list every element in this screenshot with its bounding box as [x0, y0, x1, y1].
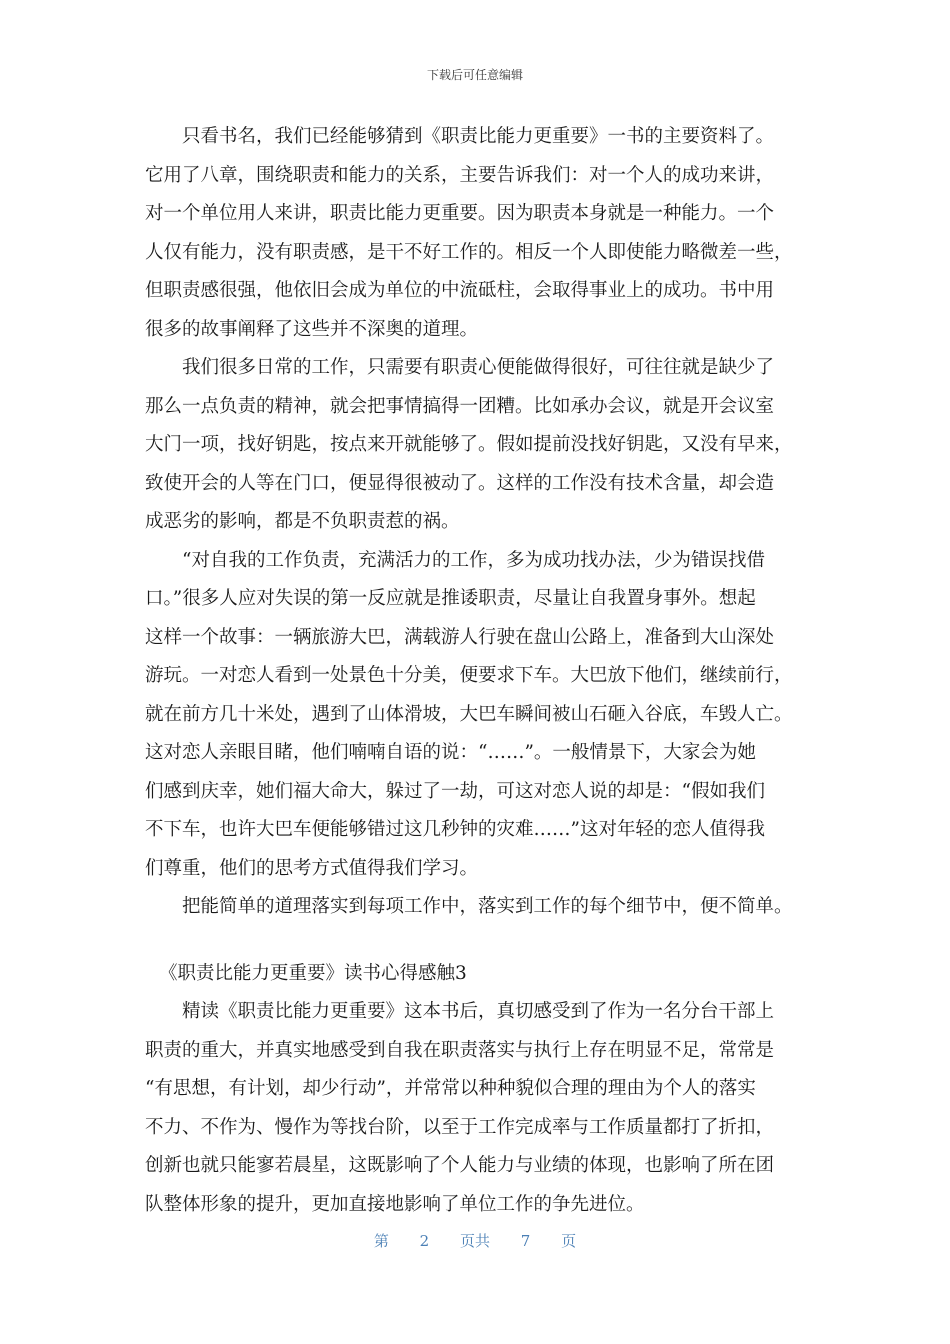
current-page-number: 2 [419, 1232, 430, 1250]
paragraph-3 [145, 542, 815, 889]
text-line: 们感到庆幸，她们福大命大，躲过了一劫，可这对恋人说的却是：“假如我们 [145, 780, 765, 802]
text-line: 精读《职责比能力更重要》这本书后，真切感受到了作为一名分台干部上 [182, 1001, 775, 1022]
text-line: 它用了八章，围绕职责和能力的关系，主要告诉我们：对一个人的成功来讲， [145, 164, 775, 186]
text-line: 创新也就只能寥若晨星，这既影响了个人能力与业绩的体现，也影响了所在团 [145, 1155, 775, 1176]
text-line: 致使开会的人等在门口，便显得很被动了。这样的工作没有技术含量，却会造 [145, 472, 775, 494]
text-line: 人仅有能力，没有职责感，是干不好工作的。相反一个人即使能力略微差一些， [145, 241, 793, 263]
text-line: 口。”很多人应对失误的第一反应就是推诿职责，尽量让自我置身事外。想起 [145, 588, 756, 609]
text-line: 这样一个故事：一辆旅游大巴，满载游人行驶在盘山公路上，准备到大山深处 [145, 626, 775, 648]
text-line: 那么一点负责的精神，就会把事情搞得一团糟。比如承办会议，就是开会议室 [145, 395, 775, 417]
text-line: 们尊重，他们的思考方式值得我们学习。 [145, 857, 479, 879]
footer-prefix: 第 [373, 1232, 389, 1250]
text-line: 不下车，也许大巴车便能够错过这几秒钟的灾难……”这对年轻的恋人值得我 [145, 819, 765, 840]
text-line: 大门一项，找好钥匙，按点来开就能够了。假如提前没找好钥匙，又没有早来， [145, 434, 793, 455]
text-line: 职责的重大，并真实地感受到自我在职责落实与执行上存在明显不足，常常是 [145, 1039, 775, 1061]
text-line: 只看书名，我们已经能够猜到《职责比能力更重要》一书的主要资料了。 [182, 126, 775, 147]
text-line: 对一个单位用人来讲，职责比能力更重要。因为职责本身就是一种能力。一个 [145, 203, 775, 224]
footer-middle: 页共 [459, 1232, 490, 1250]
paragraph-2 [145, 349, 815, 542]
text-line: 队整体形象的提升，更加直接地影响了单位工作的争先进位。 [145, 1193, 645, 1215]
text-line: 游玩。一对恋人看到一处景色十分美，便要求下车。大巴放下他们，继续前行， [145, 665, 793, 686]
page-header: 下载后可任意编辑 [426, 68, 523, 82]
section-heading: 《职责比能力更重要》读书心得感触3 [159, 962, 467, 984]
footer-suffix: 页 [561, 1232, 577, 1250]
text-line: 把能简单的道理落实到每项工作中，落实到工作的每个细节中，便不简单。 [182, 896, 793, 917]
document-body [145, 118, 815, 1224]
paragraph-4 [145, 888, 815, 927]
paragraph-1 [145, 118, 815, 349]
text-line: 但职责感很强，他依旧会成为单位的中流砥柱，会取得事业上的成功。书中用 [145, 280, 775, 301]
text-line: 很多的故事阐释了这些并不深奥的道理。 [145, 318, 479, 340]
text-line: “对自我的工作负责，充满活力的工作，多为成功找办法，少为错误找借 [182, 549, 765, 571]
text-line: 我们很多日常的工作，只需要有职责心便能做得很好，可往往就是缺少了 [182, 357, 775, 378]
section-gap [145, 927, 815, 955]
text-line: 成恶劣的影响，都是不负职责惹的祸。 [145, 511, 460, 532]
text-line: “有思想，有计划，却少行动”，并常常以种种貌似合理的理由为个人的落实 [145, 1078, 756, 1099]
page-footer [0, 1230, 950, 1251]
text-line: 不力、不作为、慢作为等找台阶，以至于工作完成率与工作质量都打了折扣， [145, 1116, 775, 1138]
total-page-count: 7 [520, 1232, 531, 1250]
text-line: 就在前方几十米处，遇到了山体滑坡，大巴车瞬间被山石砸入谷底，车毁人亡。 [145, 703, 793, 725]
section-paragraph [145, 993, 815, 1224]
text-line: 这对恋人亲眼目睹，他们喃喃自语的说：“……”。一般情景下，大家会为她 [145, 742, 756, 763]
